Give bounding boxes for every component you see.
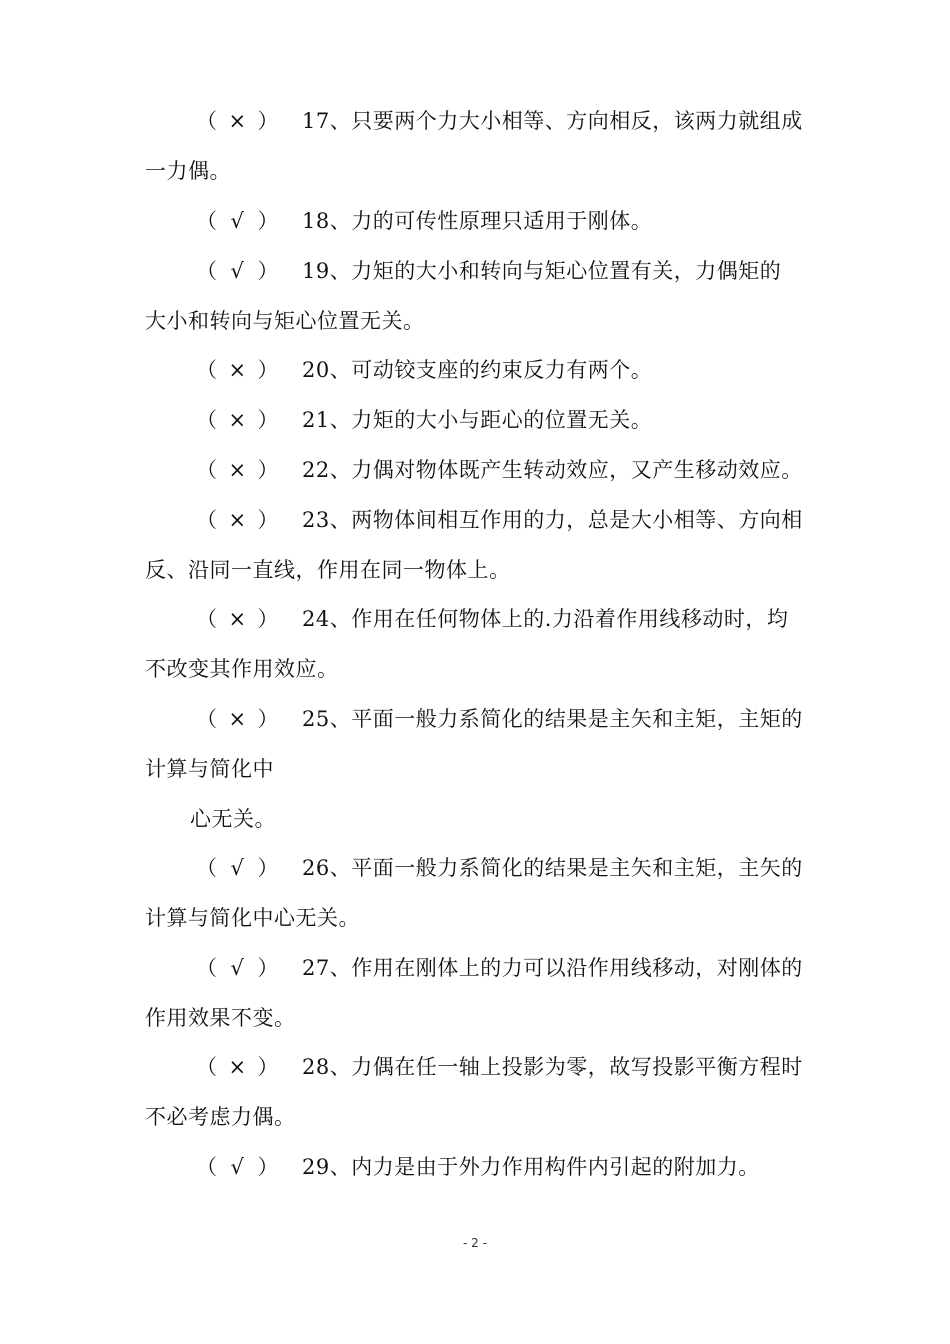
question-17-line	[196, 108, 876, 134]
question-25-line	[196, 706, 876, 732]
question-18-line	[196, 208, 876, 234]
question-27-text: 27、作用在刚体上的力可以沿作用线移动，对刚体的	[302, 956, 803, 980]
question-22-text: 22、力偶对物体既产生转动效应，又产生移动效应。	[302, 458, 803, 482]
question-23-text: 23、两物体间相互作用的力，总是大小相等、方向相	[302, 508, 803, 532]
answer-mark-17: （ × ）	[196, 109, 279, 133]
question-27-line	[196, 955, 876, 981]
question-17-text: 17、只要两个力大小相等、方向相反，该两力就组成	[302, 109, 803, 133]
question-23-continuation: 反、沿同一直线，作用在同一物体上。	[145, 558, 511, 582]
question-23-line	[196, 507, 876, 533]
question-24-text: 24、作用在任何物体上的.力沿着作用线移动时，均	[302, 607, 789, 631]
answer-mark-28: （ × ）	[196, 1055, 279, 1079]
question-22-line	[196, 457, 876, 483]
question-26-line	[196, 855, 876, 881]
question-28-line	[196, 1054, 876, 1080]
question-26-continuation: 计算与简化中心无关。	[145, 906, 360, 930]
answer-mark-24: （ × ）	[196, 607, 279, 631]
answer-mark-25: （ × ）	[196, 707, 279, 731]
answer-mark-27: （ √ ）	[196, 956, 279, 980]
question-24-continuation: 不改变其作用效应。	[145, 657, 339, 681]
question-24-line	[196, 606, 876, 632]
question-18-text: 18、力的可传性原理只适用于刚体。	[302, 209, 653, 233]
question-19-continuation: 大小和转向与矩心位置无关。	[145, 309, 425, 333]
question-27-continuation: 作用效果不变。	[145, 1006, 296, 1030]
question-29-text: 29、内力是由于外力作用构件内引起的附加力。	[302, 1155, 760, 1179]
question-26-text: 26、平面一般力系简化的结果是主矢和主矩，主矢的	[302, 856, 803, 880]
question-21-text: 21、力矩的大小与距心的位置无关。	[302, 408, 653, 432]
question-29-line	[196, 1154, 876, 1180]
answer-mark-23: （ × ）	[196, 508, 279, 532]
question-20-text: 20、可动铰支座的约束反力有两个。	[302, 358, 653, 382]
question-20-line	[196, 357, 876, 383]
answer-mark-26: （ √ ）	[196, 856, 279, 880]
answer-mark-29: （ √ ）	[196, 1155, 279, 1179]
question-25-continuation-indented: 心无关。	[190, 807, 276, 831]
question-25-continuation: 计算与简化中	[145, 757, 274, 781]
answer-mark-18: （ √ ）	[196, 209, 279, 233]
question-25-text: 25、平面一般力系简化的结果是主矢和主矩，主矩的	[302, 707, 803, 731]
answer-mark-22: （ × ）	[196, 458, 279, 482]
answer-mark-19: （ √ ）	[196, 259, 279, 283]
question-19-line	[196, 258, 876, 284]
question-28-text: 28、力偶在任一轴上投影为零，故写投影平衡方程时	[302, 1055, 803, 1079]
question-17-continuation: 一力偶。	[145, 159, 231, 183]
question-28-continuation: 不必考虑力偶。	[145, 1105, 296, 1129]
answer-mark-20: （ × ）	[196, 358, 279, 382]
question-19-text: 19、力矩的大小和转向与矩心位置有关，力偶矩的	[302, 259, 782, 283]
question-21-line	[196, 407, 876, 433]
answer-mark-21: （ × ）	[196, 408, 279, 432]
page-number: - 2 -	[463, 1236, 487, 1250]
